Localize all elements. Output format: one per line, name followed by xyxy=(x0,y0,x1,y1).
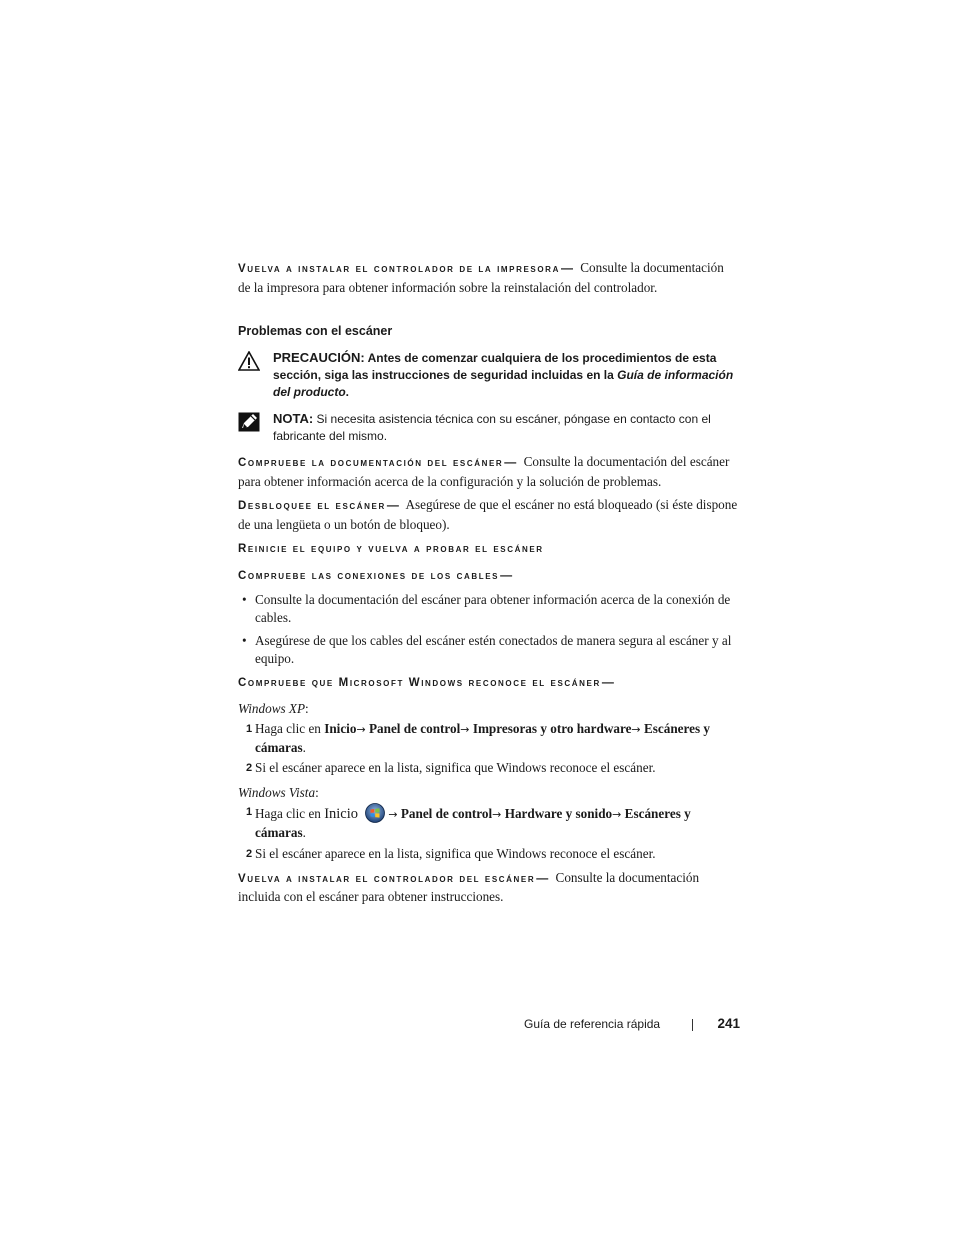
page-content xyxy=(238,259,738,906)
windows-xp-steps xyxy=(238,720,738,777)
cables-bullet-list xyxy=(238,591,738,667)
reinstall-scanner-paragraph: Vuelva a instalar el controlador del escáner— Consulte la documentación incluida con el escáner para obtener instrucciones. xyxy=(238,869,700,904)
note-text: Si necesita asistencia técnica con su escáner, póngase en contacto con el fabricante del mismo. xyxy=(273,412,711,443)
reinstall-scanner-text: Consulte la documentación incluida con el escáner para obtener instrucciones. xyxy=(238,869,700,904)
list-item: • Consulte la documentación del escáner para obtener información acerca de la conexión de cables. xyxy=(242,592,731,625)
check-docs-paragraph: Compruebe la documentación del escáner— Consulte la documentación del escáner para obtener información acerca de la configuración y la solución de problemas. xyxy=(238,454,730,489)
list-item: • Asegúrese de que los cables del escáner estén conectados de manera segura al escáner y al equipo. xyxy=(242,633,732,666)
list-item: 1 Haga clic en Inicio→ Panel de control→ Impresoras y otro hardware→ Escáneres y cámaras. xyxy=(246,721,710,755)
windows-xp-label: Windows XP xyxy=(238,700,306,716)
windows-vista-label-line: Windows Vista: xyxy=(238,784,319,800)
footer-title: Guía de referencia rápida xyxy=(524,1017,661,1031)
cables-paragraph: Compruebe las conexiones de los cables— xyxy=(238,567,513,582)
inicio-label: Inicio xyxy=(324,806,359,822)
reinstall-scanner-heading: Vuelva a instalar el controlador del escáner xyxy=(238,872,536,885)
caution-label: PRECAUCIÓN: xyxy=(273,350,365,365)
warning-triangle-icon xyxy=(238,351,260,371)
scanner-problems-title: Problemas con el escáner xyxy=(238,324,393,338)
pencil-note-icon xyxy=(238,412,260,432)
reinstall-printer-paragraph: Vuelva a instalar el controlador de la impresora— Consulte la documentación de la impresora para obtener información sobre la reinstalación del controlador. xyxy=(238,260,724,295)
check-docs-text: Consulte la documentación del escáner para obtener información acerca de la configuración y la solución de problemas. xyxy=(238,454,730,489)
footer-separator xyxy=(692,1019,693,1031)
unlock-heading: Desbloquee el escáner xyxy=(238,500,386,512)
windows-xp-label-line: Windows XP: xyxy=(238,700,309,716)
windows-recognizes-heading: Compruebe que Microsoft Windows reconoce el escáner xyxy=(238,677,601,689)
check-docs-heading: Compruebe la documentación del escáner xyxy=(238,457,504,469)
reinstall-printer-text: Consulte la documentación de la impresora para obtener información sobre la reinstalación del controlador. xyxy=(238,260,724,295)
windows-vista-label: Windows Vista xyxy=(238,784,316,800)
windows-start-orb-icon xyxy=(364,803,386,823)
list-item: 1 Haga clic en Inicio → Panel de control→ Hardware y sonido→ Escáneres y cámaras. xyxy=(238,803,738,841)
windows-recognizes-paragraph: Compruebe que Microsoft Windows reconoce el escáner— xyxy=(238,675,614,689)
list-item: 2 Si el escáner aparece en la lista, significa que Windows reconoce el escáner. xyxy=(246,760,656,775)
windows-vista-steps xyxy=(238,803,738,863)
page-footer xyxy=(524,1015,740,1035)
caution-guide-title: Guía de información del producto xyxy=(273,368,734,399)
reinstall-printer-heading: Vuelva a instalar el controlador de la impresora xyxy=(238,263,560,275)
note-notice xyxy=(238,410,738,445)
restart-paragraph xyxy=(238,539,738,559)
caution-notice: PRECAUCIÓN: Antes de comenzar cualquiera de los procedimientos de esta sección, siga las instrucciones de seguridad incluidas en la Guía de información del producto. xyxy=(238,349,738,401)
page-number: 241 xyxy=(717,1016,740,1031)
cables-heading: Compruebe las conexiones de los cables xyxy=(238,569,500,582)
caution-text: Antes de comenzar cualquiera de los procedimientos de esta sección, siga las instrucciones de seguridad incluidas en la xyxy=(273,351,717,382)
unlock-paragraph: Desbloquee el escáner— Asegúrese de que el escáner no está bloqueado (si éste dispone de una lengüeta o un botón de bloqueo). xyxy=(238,497,738,532)
note-label: NOTA: xyxy=(273,411,314,426)
list-item: 2 Si el escáner aparece en la lista, significa que Windows reconoce el escáner. xyxy=(246,846,656,861)
restart-heading: Reinicie el equipo y vuelva a probar el escáner xyxy=(238,543,544,555)
unlock-text: Asegúrese de que el escáner no está bloqueado (si éste dispone de una lengüeta o un botón de bloqueo). xyxy=(238,497,738,532)
inicio-menu-path: Inicio xyxy=(324,721,357,736)
